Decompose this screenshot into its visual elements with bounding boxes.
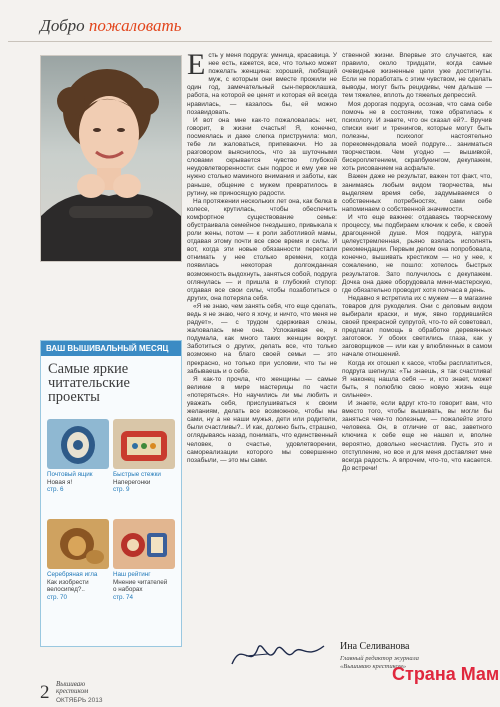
item-page: стр. 6 xyxy=(47,486,64,494)
item-title: Серебряная игла xyxy=(47,571,98,578)
box-item-silver-needle[interactable] xyxy=(47,519,109,601)
item-subtitle: Как изобрести xyxy=(47,578,89,586)
title-plain: Добро xyxy=(40,16,85,35)
editor-photo xyxy=(40,55,182,262)
item-title: Быстрые стежки xyxy=(113,471,161,478)
box-header: ВАШ ВЫШИВАЛЬНЫЙ МЕСЯЦ xyxy=(41,341,181,356)
item-subtitle: Мнение читателей xyxy=(113,578,168,586)
item-title: Почтовый ящик xyxy=(47,471,93,478)
article-paragraph: «Я не знаю, чем занять себя, что еще сделать, ведь я не знаю, чего я хочу, и ничто, что меня не радует», — с трудом сдерживая слезы, жаловалась мне она. Успокаивая ее, я подумала, как много таких женщин вокруг. Заботиться о других, делать все, что только возможно на благо своей семьи — это прекрасно, но только при условии, что ты не забываешь и о себе. xyxy=(187,302,337,375)
box-title: Самые яркие читательские проекты xyxy=(48,361,130,405)
postbox-image xyxy=(47,419,109,469)
title-accent: пожаловать xyxy=(88,16,182,35)
item-caption xyxy=(113,471,175,494)
article-paragraph: На протяжении нескольких лет она, как белка в колесе, крутилась, чтобы обеспечить комфортное существование семье: обустраивала семейное гнездышко, привыкала к роли жены, потом — к роли заботливой мамы, отдавая этому почти все свое время и силы. И вот, когда эти новые обязанности перестали отнимать у нее столько времени, когда появилась некоторая долгожданная возможность выдохнуть, заняться собой, подруга оглянулась — и пришла в глубокий ступор: отдавая все свои силы, чтобы позаботиться о других, она потеряла себя. xyxy=(187,197,337,302)
article-column-1 xyxy=(187,48,337,465)
article-column-2 xyxy=(342,52,492,473)
magazine-logo xyxy=(56,681,88,695)
article-paragraph: Когда их отошел к кассе, чтобы расплатиться, подруга шепнула: «Ты знаешь, я так счастлива! Я наконец нашла себя — и, кто знает, может быть, я полюблю свою новую жизнь еще сильнее». xyxy=(342,359,492,399)
monthly-box xyxy=(40,340,182,647)
item-subtitle-2: о наборах xyxy=(113,586,143,594)
box-item-stitches[interactable] xyxy=(113,419,175,494)
thimble-image xyxy=(113,419,175,469)
title-divider xyxy=(8,41,492,42)
box-item-mailbox[interactable] xyxy=(47,419,109,494)
drop-cap: Е xyxy=(187,48,206,81)
article-paragraph: Я как-то прочла, что женщины — самые великие в мире мастерицы по части «потеряться». Но научились ли мы любить и уважать себя, прислушиваться к своим желаниям, делать все возможное, чтобы мы сами, ну а не наши мужья, дети или родители, были счастливы?.. И как, должно быть, страшно, оглядываясь назад, понимать, что единственный человек, о счастье, удовлетворении, самореализации которого мы совершенно позабыли, — это мы сами. xyxy=(187,375,337,464)
box-item-rating[interactable] xyxy=(113,519,175,601)
lion-image xyxy=(47,519,109,569)
logo-line: крестиком xyxy=(56,687,89,695)
item-page: стр. 74 xyxy=(113,593,134,601)
item-subtitle: Наперегонки xyxy=(113,478,151,486)
editor-name: Ина Селиванова xyxy=(340,641,410,652)
item-subtitle: Новая я! xyxy=(47,478,73,486)
item-page: стр. 70 xyxy=(47,593,68,601)
article-paragraph: ственной жизни. Впервые это случается, как правило, около тридцати, когда самые очевидные жизненные цели уже достигнуты. Если не поработать с этим чувством, не сделать выводы, могут быть рецидивы, чем дальше — тем тяжелее, вплоть до тяжелых депрессий. xyxy=(342,52,492,100)
article-paragraph: И что еще важнее: отдаваясь творческому процессу, мы подбираем ключик к себе, к своей драгоценной душе. Моя подруга, натура целеустремленная, рьяно взялась исполнять рекомендации. Первым делом она попробовала, конечно, вышивать крестиком — но у нее, к сожалению, не пошло: хотелось быстрых результатов. Зато получилось с декупажем. Дочка она даже оборудовала мини-мастерскую, где обязательно проводит хотя полчаса в день. xyxy=(342,213,492,294)
signature-icon xyxy=(228,636,328,672)
page-title xyxy=(40,16,181,36)
item-title: Наш рейтинг xyxy=(113,571,151,578)
embroidery-set-image xyxy=(113,519,175,569)
logo-line: Вышиваю xyxy=(56,680,86,688)
item-page: стр. 9 xyxy=(113,486,130,494)
article-paragraph: Моя дорогая подруга, осознав, что сама себе помочь не в состоянии, тоже обратилась к психологу. И знаете, что он сказал ей?.. Вручив списки книг и тренингов, которые могут быть полезны, психолог настоятельно порекомендовала моей подруге… заниматься творчеством. Чем угодно — вышивкой, бисероплетением, скрапбукингом, декупажем, хоть рисованием на асфальте. xyxy=(342,100,492,173)
role-line: Главный редактор журнала xyxy=(340,655,419,662)
item-subtitle-2: велосипед?.. xyxy=(47,586,85,594)
article-paragraph: Недавно я встретила их с мужем — в магазине товаров для рукоделия. Они с деловым видом выбирали краски, и муж, явно гордившийся своей прекрасной супругой, что-то ей советовал, предлагал помощь в обработке деревянных заготовок. У обоих светились глаза, как у заговорщиков — или как у влюбленных в самом начале отношений. xyxy=(342,294,492,359)
item-caption xyxy=(47,471,109,494)
site-watermark: Страна Мам xyxy=(392,664,500,684)
article-paragraph: сть у меня подруга: умница, красавица. У нее есть, кажется, все, что только может пожелать женщина: хороший, любящий муж, с которым они вместе прожили не один год, замечательный сын-первоклашка, работа, на которой ее ценят и которая ей всегда нравилась, — казалось бы, ей можно позавидовать. xyxy=(187,52,337,116)
article-paragraph: Важен даже не результат, важен тот факт, что, занимаясь любым видом творчества, мы выделяем время себе, задумываемся о собственных потребностях, сами себе напоминаем о собственной значимости. xyxy=(342,173,492,213)
item-caption xyxy=(113,571,175,601)
item-caption xyxy=(47,571,109,601)
page-number: 2 xyxy=(40,682,50,703)
article-paragraph: И вот она мне как-то пожаловалась: нет, говорит, в жизни счастья! Я, конечно, посмеялась и даже слегка приструнила: мол, тебе ли жаловаться, припеваючи. Но за разговором выяснилось, что за шуточными словами скрывается чувство глубокой неудовлетворенности: сын подрос и ему уже не нужно столько маминого внимания и заботы, как раньше, общение с мужем превратилось в рутину, не приносящую радости. xyxy=(187,116,337,197)
article-paragraph: И знаете, если вдруг кто-то говорит вам, что вместо того, чтобы вышивать, вы могли бы заняться чем-то полезным, — пожалейте этого человека. Он, в отличие от вас, заветного ключика к себе еще не нашел и, вполне вероятно, довольно несчастлив. Пусть это и отступление, но все и для меня доставляет мне всегда радость. А впрочем, что-то, что касается. До встречи! xyxy=(342,400,492,472)
role-line: «Вышиваю крестиком» xyxy=(340,663,407,670)
issue-date: ОКТЯБРЬ 2013 xyxy=(56,697,103,704)
